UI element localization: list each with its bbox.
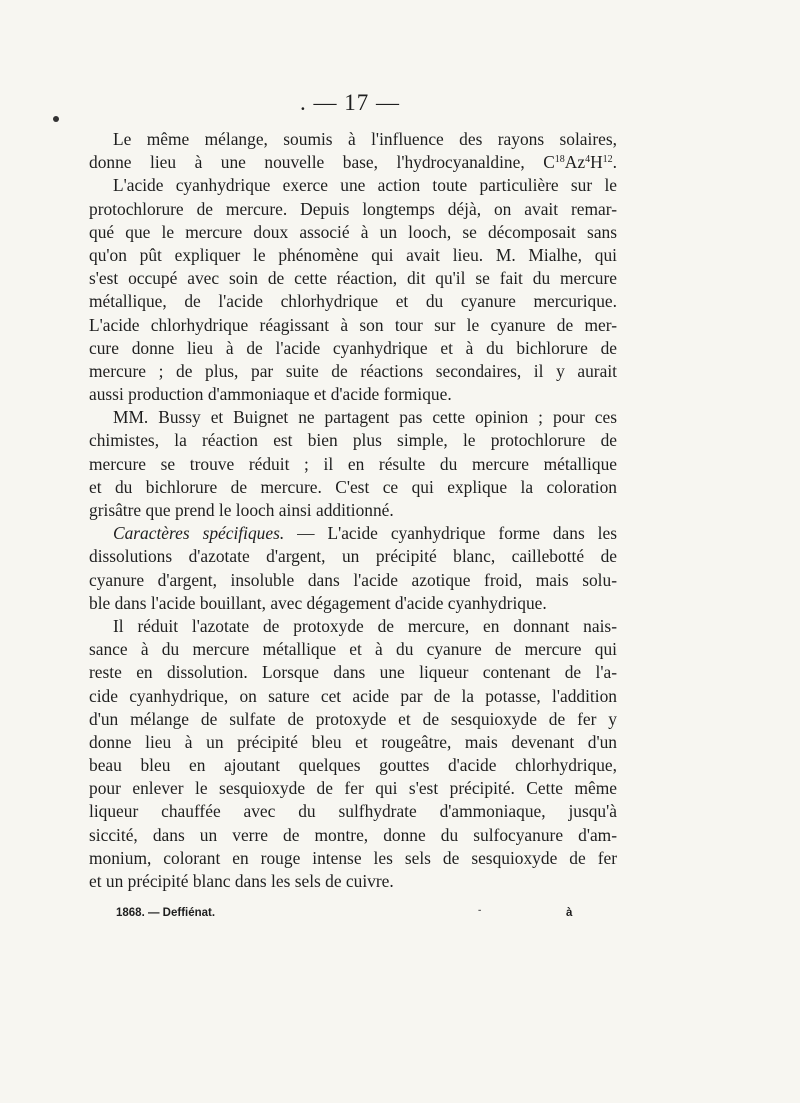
formula-element: Az — [564, 152, 586, 173]
text-line: donne lieu à un précipité bleu et rougeâtre, mais devenant d'un — [89, 731, 617, 752]
text-line: MM. Bussy et Buignet ne partagent pas cette opinion ; pour ces — [113, 407, 617, 428]
text-line: ble dans l'acide bouillant, avec dégagement d'acide cyanhydrique. — [89, 592, 547, 613]
text-line: d'un mélange de sulfate de protoxyde et de sesquioxyde de fer y — [89, 708, 617, 729]
text-fragment: donne lieu à une nouvelle base, l'hydrocyanaldine, C — [89, 152, 555, 173]
formula-end: . — [612, 152, 617, 173]
text-line: cide cyanhydrique, on sature cet acide par de la potasse, l'addition — [89, 685, 617, 706]
text-line — [89, 151, 617, 174]
text-line: mercure ; de plus, par suite de réactions secondaires, il y aurait — [89, 360, 617, 381]
text-line: L'acide chlorhydrique réagissant à son tour sur le cyanure de mer- — [89, 314, 617, 335]
text-line: reste en dissolution. Lorsque dans une liqueur contenant de l'a- — [89, 662, 617, 683]
text-line: s'est occupé avec soin de cette réaction, dit qu'il se fait du mercure — [89, 268, 617, 289]
text-line: sance à du mercure métallique et à du cyanure de mercure qui — [89, 639, 617, 660]
footer-signature-mark: à — [566, 907, 573, 919]
text-line: Le même mélange, soumis à l'influence des rayons solaires, — [113, 129, 617, 149]
text-line: beau bleu en ajoutant quelques gouttes d'acide chlorhydrique, — [89, 755, 617, 776]
text-line: métallique, de l'acide chlorhydrique et du cyanure mercurique. — [89, 291, 617, 312]
text-line: aussi production d'ammoniaque et d'acide formique. — [89, 384, 452, 405]
text-line: siccité, dans un verre de montre, donne du sulfocyanure d'am- — [89, 824, 617, 845]
formula-subscript: 4 — [585, 154, 591, 166]
text-line: protochlorure de mercure. Depuis longtemps déjà, on avait remar- — [89, 198, 617, 219]
text-line: grisâtre que prend le looch ainsi additionné. — [89, 500, 394, 520]
text-line: cure donne lieu à de l'acide cyanhydrique et à du bichlorure de — [89, 337, 617, 358]
body-text — [89, 128, 617, 893]
formula-element: H — [590, 152, 603, 173]
text-line: Il réduit l'azotate de protoxyde de mercure, en donnant nais- — [113, 615, 617, 636]
footer-signature: 1868. — Deffiénat. — [116, 907, 216, 919]
formula-subscript: 12 — [602, 154, 613, 166]
text-line: monium, colorant en rouge intense les sels de sesquioxyde de fer — [89, 847, 617, 868]
text-fragment: — L'acide cyanhydrique forme dans les — [284, 523, 617, 544]
text-line: et du bichlorure de mercure. C'est ce qui explique la coloration — [89, 476, 617, 497]
text-line: et un précipité blanc dans les sels de cuivre. — [89, 871, 394, 891]
text-line: pour enlever le sesquioxyde de fer qui s'est précipité. Cette même — [89, 778, 617, 799]
text-line: qu'on pût expliquer le phénomène qui avait lieu. M. Mialhe, qui — [89, 244, 617, 265]
text-line: cyanure d'argent, insoluble dans l'acide azotique froid, mais solu- — [89, 569, 617, 590]
text-line: dissolutions d'azotate d'argent, un précipité blanc, caillebotté de — [89, 546, 617, 567]
formula-subscript: 18 — [554, 154, 565, 166]
footer-mark: - — [478, 905, 482, 916]
text-line: chimistes, la réaction est bien plus simple, le protochlorure de — [89, 430, 617, 451]
section-heading: Caractères spécifiques. — [113, 523, 285, 544]
text-line: liqueur chauffée avec du sulfhydrate d'ammoniaque, jusqu'à — [89, 801, 617, 822]
page-number: . — 17 — — [300, 90, 400, 115]
text-line: qué que le mercure doux associé à un looch, se décomposait sans — [89, 221, 617, 242]
text-line — [89, 522, 617, 545]
text-line: mercure se trouve réduit ; il en résulte du mercure métallique — [89, 453, 617, 474]
page-footer — [116, 907, 596, 927]
text-line: L'acide cyanhydrique exerce une action toute particulière sur le — [113, 175, 617, 196]
margin-dot-mark — [53, 116, 59, 122]
